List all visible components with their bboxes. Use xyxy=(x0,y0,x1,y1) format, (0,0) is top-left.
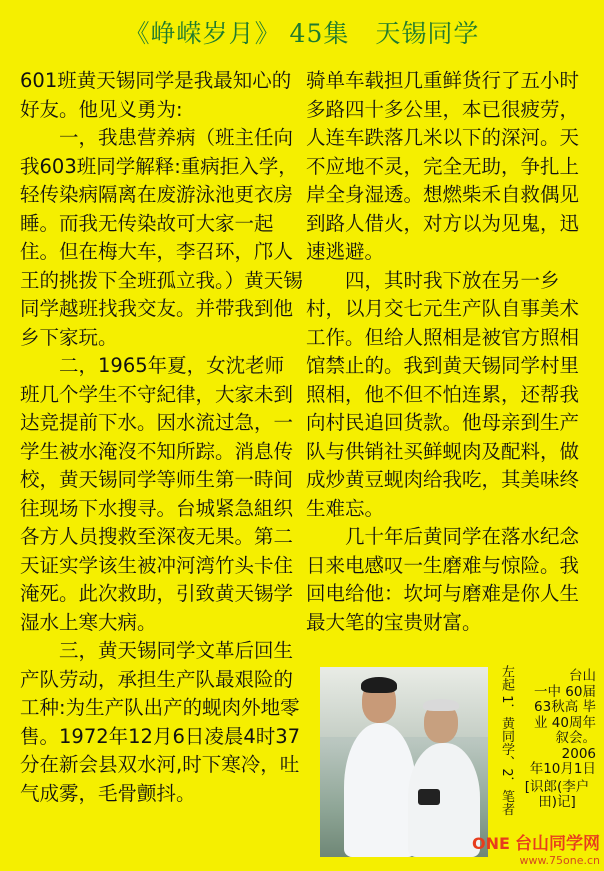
caption-line: 业 40周年 xyxy=(534,714,596,731)
caption-line: 叙会。 xyxy=(555,730,596,746)
story-paragraph-2: 二，1965年夏，女沈老师班几个学生不守紀律，大家未到达竞提前下水。因水流过急，一学生被水淹沒不知所踪。消息传校，黄天锡同学等师生第一時间往现场下水搜寻。台城紧急組织各方人员搜救至深夜无果。第二天证实学该生被冲河湾竹头卡住淹死。此次救助，引致黄天锡学湿水上寒大病。 xyxy=(20,354,294,634)
story-paragraph-1: 一，我患营养病（班主任向我603班同学解释:重病拒入学，轻传染病隔离在废游泳池更衣房睡。而我无传染故可大家一起住。但在梅大车，李召环，邝人王的挑拨下全班孤立我。）黄天锡同学越班找我交友。并带我到他乡下家玩。 xyxy=(20,126,303,349)
page-title: 《峥嵘岁月》 45集 天锡同学 xyxy=(124,19,480,48)
caption-line: 台山 xyxy=(569,668,596,684)
reunion-photo xyxy=(320,667,488,857)
story-paragraph-3-continued: 骑单车载担几重鲜货行了五小时多路四十多公里，本已很疲劳，人连车跌落几米以下的深河。天不应地不灵，完全无助，争扎上岸全身湿透。想燃柴禾自救偶见到路人借火，对方以为见鬼，迅速逃避。 xyxy=(306,69,580,263)
site-name: 台山同学网 xyxy=(515,834,600,854)
caption-line: 一中 60届 xyxy=(534,683,596,700)
story-paragraph-4: 四，其时我下放在另一乡村，以月交七元生产队自事美术工作。但给人照相是被官方照相馆禁止的。我到黄天锡同学村里照相，他不但不怕连累，还帮我向村民追回货款。他母亲到生产队与供销社买鲜蚬肉及配料，做成炒黄豆蚬肉给我吃，其美味终生难忘。 xyxy=(306,268,580,520)
right-column xyxy=(306,67,590,637)
site-watermark xyxy=(472,829,600,867)
intro-paragraph: 601班黄天锡同学是我最知心的好友。他见义勇为: xyxy=(20,69,292,121)
site-logo: ONE xyxy=(471,834,510,853)
caption-line: 63秋高 毕 xyxy=(534,699,596,715)
story-paragraph-3: 三，黄天锡同学文革后回生产队劳动，承担生产队最艰险的工种:为生产队出产的蚬肉外地零售。1972年12月6日凌晨4时37分在新会县双水河,时下寒冷，吐气成雾，毛骨颤抖。 xyxy=(20,639,301,805)
caption-line: 年10月1日 xyxy=(529,761,596,777)
caption-line: 2006 xyxy=(561,745,596,762)
photo-signature: [识郎(李户田)记] xyxy=(524,778,590,810)
photo-caption-vertical: 左起 1．黄同学、2．笔者 xyxy=(499,665,514,816)
left-column xyxy=(20,67,303,808)
closing-paragraph: 几十年后黄同学在落水纪念日来电感叹一生磨难与惊险。我回电给他：坎坷与磨难是你人生最大笔的宝贵财富。 xyxy=(306,525,580,634)
photo-caption xyxy=(518,669,596,811)
site-url: www.75one.cn xyxy=(519,854,600,867)
camera-icon xyxy=(418,789,440,805)
